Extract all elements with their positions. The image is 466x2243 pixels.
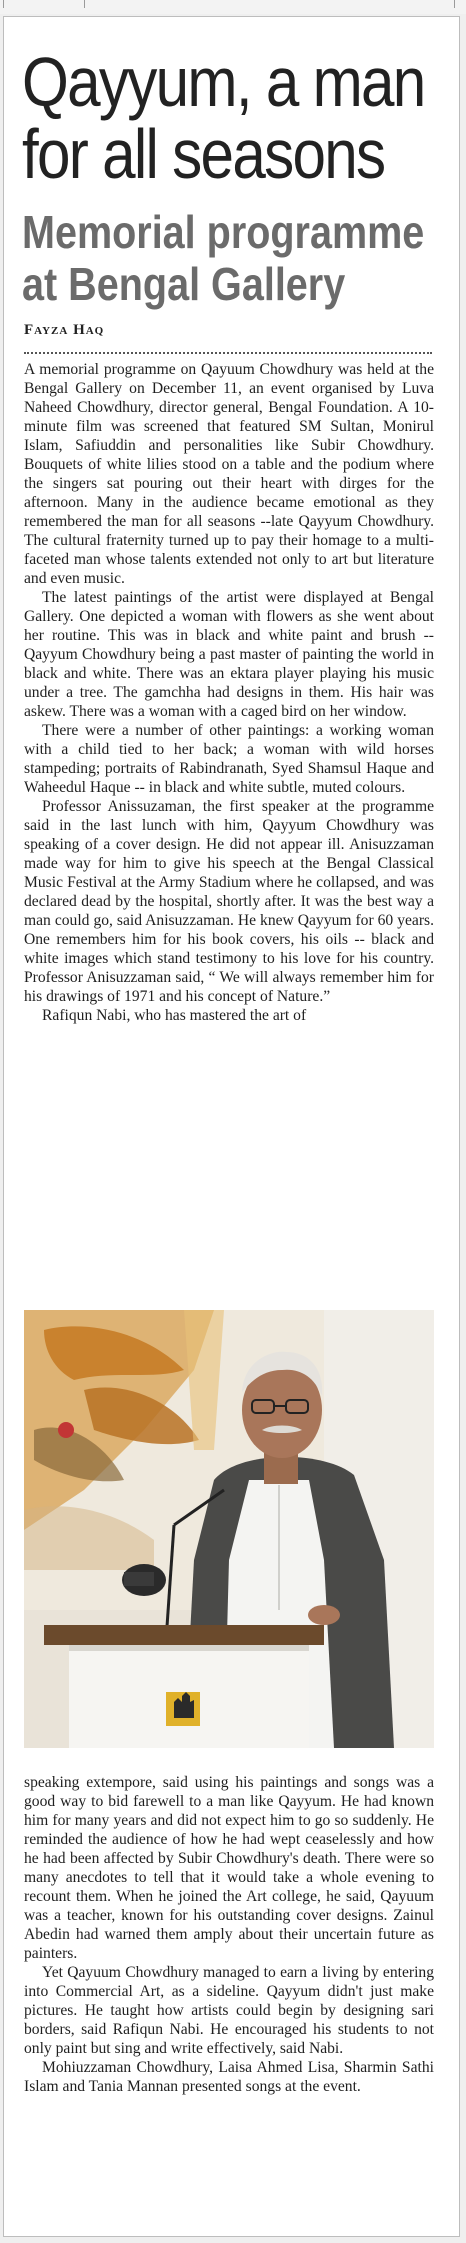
paragraph: The latest paintings of the artist were displayed at Bengal Gallery. One depicted a woman with flowers as she went about her routine. This was in black and white paint and brush -- Qayyum Chowdhury being a past master of painting the world in black and white. There was an ektara player playing his music under a tree. The gamchha had designs in them. His hair was askew. There was a woman with a caged bird on her window.	[24, 589, 434, 720]
page-edge-mark	[3, 0, 4, 8]
headline-line-2: for all seasons	[22, 115, 385, 193]
subheading-line-2: at Bengal Gallery	[22, 258, 346, 310]
speaker-at-podium-image	[24, 1310, 434, 1748]
paragraph: Rafiqun Nabi, who has mastered the art of	[42, 1007, 307, 1024]
top-strip	[0, 0, 466, 14]
article-body-top	[24, 360, 434, 1025]
headline	[22, 43, 425, 193]
paragraph: Professor Anissuzaman, the first speaker at the programme said in the last lunch with him, Qayyum Chowdhury was speaking of a cover design. He did not appear ill. Anisuzzaman made way for him to give his speech at the Bengal Classical Music Festival at the Army Stadium where he collapsed, and was declared dead by the hospital, shortly after. It was the best way a man could go, said Anisuzzaman. He knew Qayyum for 60 years. One remembers him for his book covers, his oils -- black and white images which stand testimony to his love for his country. Professor Anisuzzaman said, “ We will always remember him for his drawings of 1971 and his concept of Nature.”	[24, 798, 434, 1005]
page-edge-mark	[454, 0, 455, 8]
paragraph: A memorial programme on Qayuum Chowdhury was held at the Bengal Gallery on December 11, an event organised by Luva Naheed Chowdhury, director general, Bengal Foundation. A 10-minute film was screened that featured SM Sultan, Monirul Islam, Safiuddin and personalities like Subir Chowdhury. Bouquets of white lilies stood on a table and the podium where the singers sat pouring out their heart with dirges for the afternoon. Many in the audience became emotional as they remembered the man for all seasons --late Qayyum Chowdhury. The cultural fraternity turned up to pay their homage to a multi-faceted man whose talents extended not only to art but literature and even music.	[24, 361, 434, 587]
paragraph: There were a number of other paintings: a working woman with a child tied to her back; a woman with wild horses stampeding; portraits of Rabindranath, Syed Shamsul Haque and Waheedul Haque -- in black and white subtle, muted colours.	[24, 722, 434, 796]
paragraph: speaking extempore, said using his paintings and songs was a good way to bid farewell to a man like Qayyum. He had known him for many years and did not expect him to go so suddenly. He reminded the audience of how he had wept ceaselessly and how he had been affected by Subir Chowdhury's death. There were so many anecdotes to tell that it would take a whole evening to recount them. When he joined the Art college, he said, Qayuum was a teacher, known for his outstanding cover designs. Zainul Abedin had warned them amply about their uncertain future as painters.	[24, 1774, 434, 1962]
paragraph: Mohiuzzaman Chowdhury, Laisa Ahmed Lisa, Sharmin Sathi Islam and Tania Mannan presented songs at the event.	[24, 2059, 434, 2095]
article-photo	[24, 1310, 434, 1748]
paragraph: Yet Qayuum Chowdhury managed to earn a living by entering into Commercial Art, as a sideline. Qayyum didn't just make pictures. He taught how artists could begin by designing sari borders, said Rafiqun Nabi. He encouraged his students to not only paint but sing and write effectively, said Nabi.	[24, 1964, 434, 2057]
subheading-line-1: Memorial programme	[22, 206, 425, 258]
article-body-bottom	[24, 1773, 434, 2096]
page-edge-mark	[84, 0, 85, 8]
dotted-divider	[24, 352, 432, 354]
byline: Fayza Haq	[24, 322, 105, 338]
subheading	[22, 206, 425, 310]
headline-line-1: Qayyum, a man	[22, 43, 425, 121]
